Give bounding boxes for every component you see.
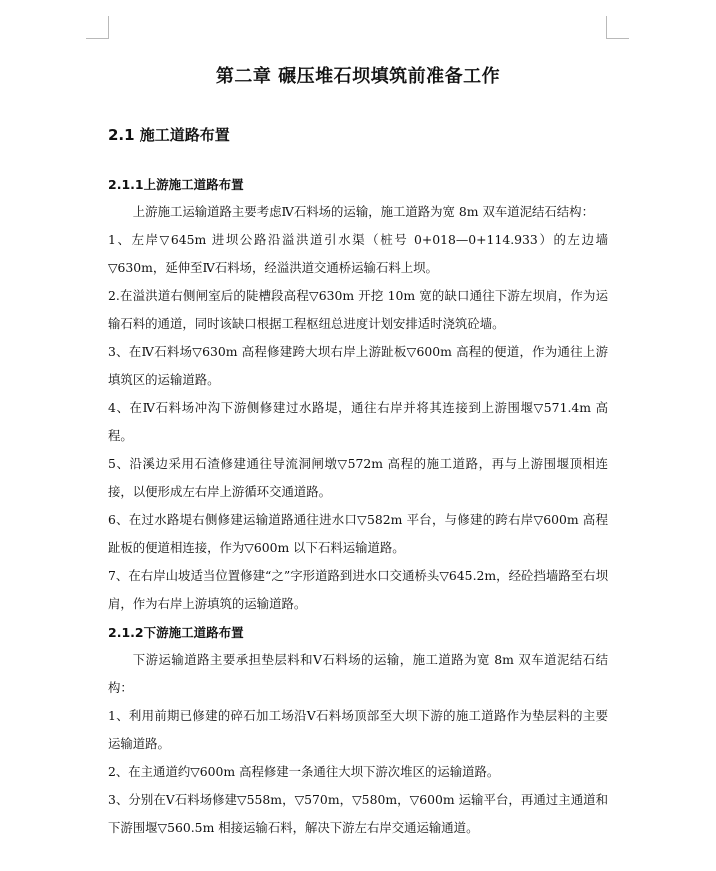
upstream-item: 6、在过水路堤右侧修建运输道路通往进水口▽582m 平台，与修建的跨右岸▽600m 高程趾板的便道相连接，作为▽600m 以下石料运输道路。 — [108, 512, 608, 555]
chapter-title: 第二章 碾压堆石坝填筑前准备工作 — [215, 66, 501, 87]
downstream-item: 3、分别在Ⅴ石料场修建▽558m，▽570m，▽580m，▽600m 运输平台，再通过主通道和下游围堰▽560.5m 相接运输石料，解决下游左右岸交通运输通道。 — [108, 792, 608, 835]
subsection-heading-downstream: 2.1.2下游施工道路布置 — [108, 625, 244, 640]
downstream-item: 2、在主通道约▽600m 高程修建一条通往大坝下游次堆区的运输道路。 — [108, 764, 500, 779]
subsection-heading-upstream: 2.1.1上游施工道路布置 — [108, 177, 244, 192]
upstream-item: 1、左岸▽645m 进坝公路沿溢洪道引水渠（桩号 0+018—0+114.933）的左边墙▽630m，延伸至Ⅳ石料场，经溢洪道交通桥运输石料上坝。 — [108, 232, 608, 275]
page-corner-mark-top-left — [86, 16, 109, 39]
page-corner-mark-top-right — [606, 16, 629, 39]
upstream-item: 2.在溢洪道右侧闸室后的陡槽段高程▽630m 开挖 10m 宽的缺口通往下游左坝肩，作为运输石料的通道，同时该缺口根据工程枢纽总进度计划安排适时浇筑砼墙。 — [108, 288, 608, 331]
document-page — [108, 62, 608, 842]
downstream-intro: 下游运输道路主要承担垫层料和Ⅴ石料场的运输，施工道路为宽 8m 双车道泥结石结构： — [108, 652, 608, 695]
upstream-intro: 上游施工运输道路主要考虑Ⅳ石料场的运输，施工道路为宽 8m 双车道泥结石结构： — [132, 204, 594, 219]
downstream-item: 1、利用前期已修建的碎石加工场沿Ⅴ石料场顶部至大坝下游的施工道路作为垫层料的主要运输道路。 — [108, 708, 608, 751]
section-heading: 2.1 施工道路布置 — [108, 126, 230, 144]
upstream-item: 4、在Ⅳ石料场冲沟下游侧修建过水路堤，通往右岸并将其连接到上游围堰▽571.4m 高程。 — [108, 400, 608, 443]
upstream-item: 3、在Ⅳ石料场▽630m 高程修建跨大坝右岸上游趾板▽600m 高程的便道，作为通往上游填筑区的运输道路。 — [108, 344, 608, 387]
upstream-item: 7、在右岸山坡适当位置修建“之”字形道路到进水口交通桥头▽645.2m，经砼挡墙路至右坝肩，作为右岸上游填筑的运输道路。 — [108, 568, 608, 611]
upstream-item: 5、沿溪边采用石渣修建通往导流洞闸墩▽572m 高程的施工道路，再与上游围堰顶相连接，以便形成左右岸上游循环交通道路。 — [108, 456, 608, 499]
